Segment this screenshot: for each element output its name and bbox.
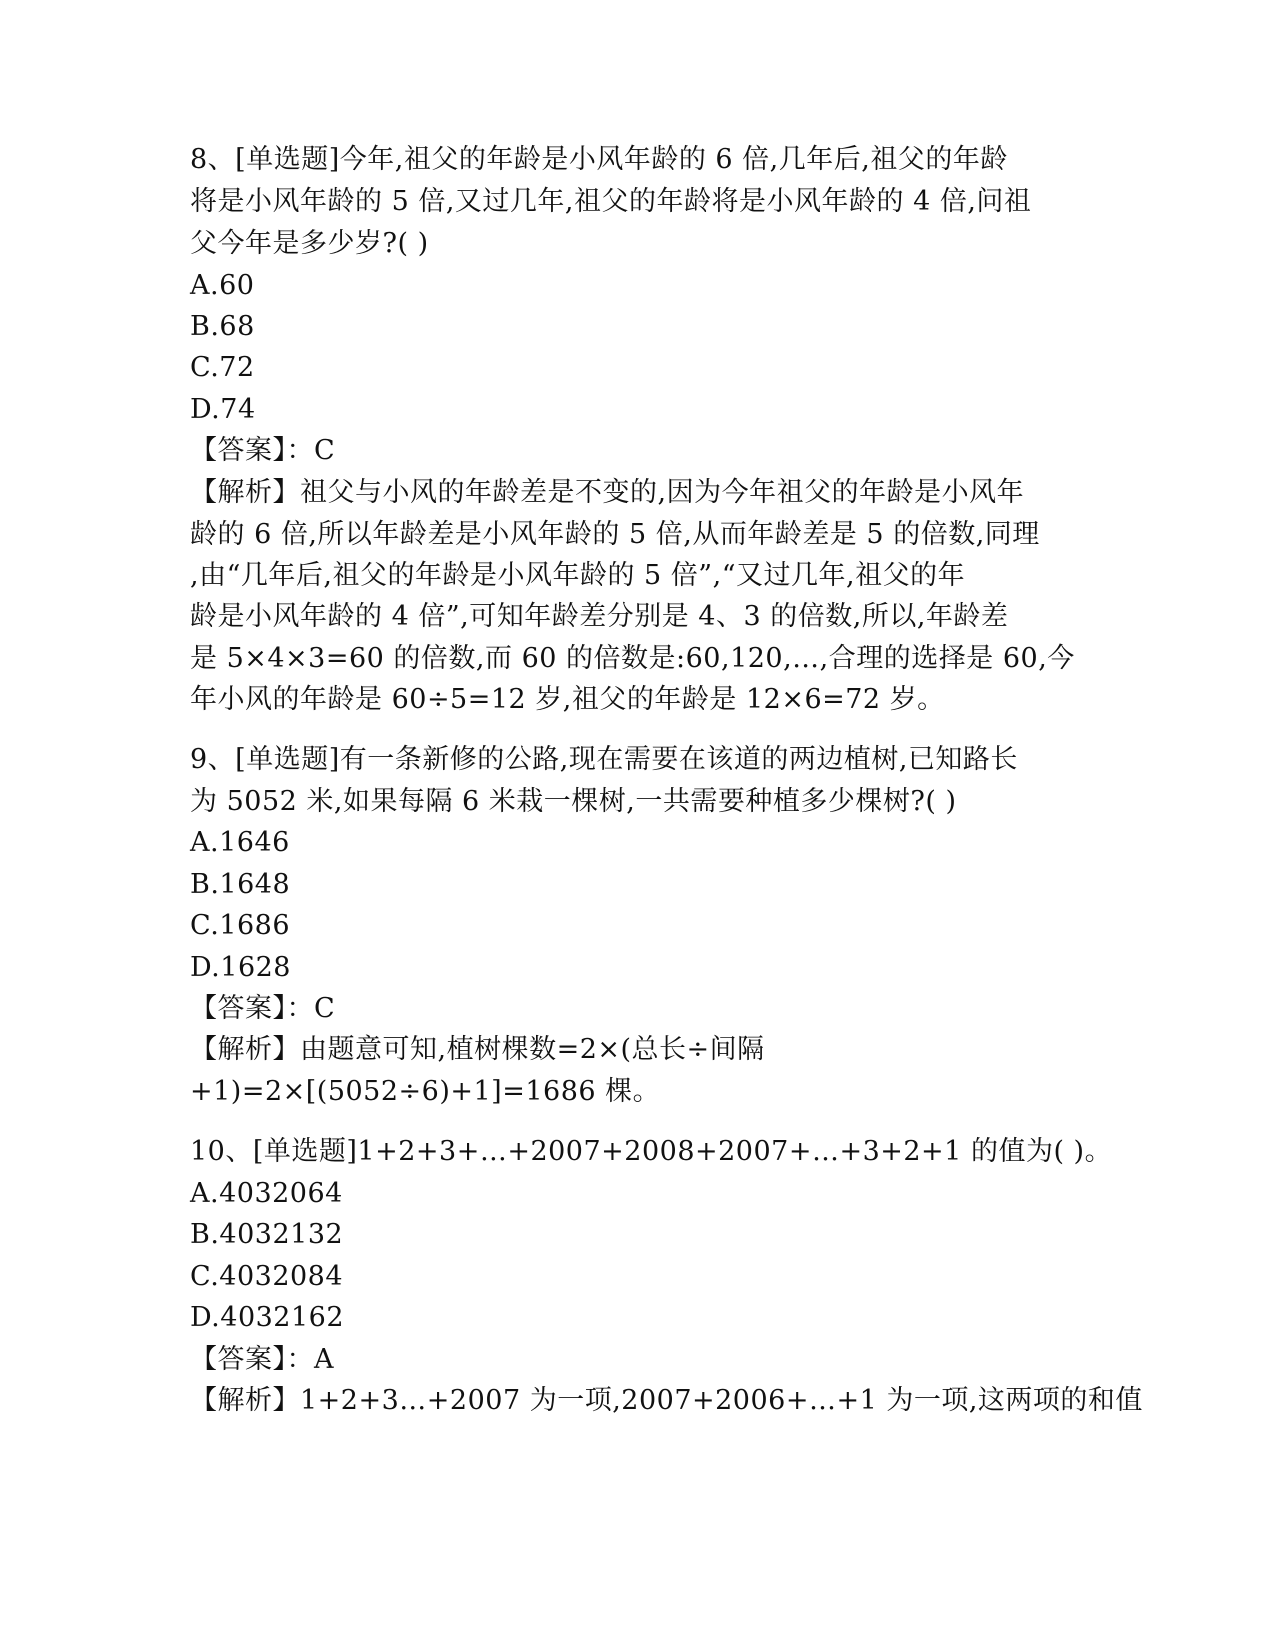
analysis-line: 【解析】1+2+3…+2007 为一项,2007+2006+…+1 为一项,这两项的和值 bbox=[190, 1385, 1143, 1416]
question-stem-line: 8、[单选题]今年,祖父的年龄是小风年龄的 6 倍,几年后,祖父的年龄 bbox=[190, 144, 1008, 175]
option-a: A.4032064 bbox=[190, 1178, 343, 1209]
option-b: B.4032132 bbox=[190, 1219, 344, 1250]
analysis-line: 【解析】由题意可知,植树棵数=2×(总长÷间隔 bbox=[190, 1034, 765, 1065]
option-b: B.1648 bbox=[190, 869, 291, 900]
option-d: D.4032162 bbox=[190, 1302, 345, 1333]
option-d: D.1628 bbox=[190, 952, 291, 983]
option-c: C.4032084 bbox=[190, 1261, 344, 1292]
question-stem-line: 10、[单选题]1+2+3+…+2007+2008+2007+…+3+2+1 的值为( )。 bbox=[190, 1136, 1113, 1167]
analysis-line: 龄的 6 倍,所以年龄差是小风年龄的 5 倍,从而年龄差是 5 的倍数,同理 bbox=[190, 519, 1040, 550]
question-stem-line: 将是小风年龄的 5 倍,又过几年,祖父的年龄将是小风年龄的 4 倍,问祖 bbox=[190, 186, 1032, 217]
option-c: C.1686 bbox=[190, 910, 290, 941]
option-d: D.74 bbox=[190, 394, 256, 425]
option-a: A.60 bbox=[190, 270, 255, 301]
question-stem-line: 为 5052 米,如果每隔 6 米栽一棵树,一共需要种植多少棵树?( ) bbox=[190, 786, 957, 817]
question-stem-line: 父今年是多少岁?( ) bbox=[190, 228, 429, 259]
question-stem-line: 9、[单选题]有一条新修的公路,现在需要在该道的两边植树,已知路长 bbox=[190, 744, 1018, 775]
option-c: C.72 bbox=[190, 352, 255, 383]
option-a: A.1646 bbox=[190, 827, 290, 858]
answer-line: 【答案】：C bbox=[190, 435, 336, 466]
analysis-line: +1)=2×[(5052÷6)+1]=1686 棵。 bbox=[190, 1076, 661, 1107]
answer-line: 【答案】：A bbox=[190, 1344, 334, 1375]
option-b: B.68 bbox=[190, 311, 255, 342]
analysis-line: 年小风的年龄是 60÷5=12 岁,祖父的年龄是 12×6=72 岁。 bbox=[190, 684, 945, 715]
analysis-line: 【解析】祖父与小风的年龄差是不变的,因为今年祖父的年龄是小风年 bbox=[190, 477, 1025, 508]
analysis-line: 龄是小风年龄的 4 倍”,可知年龄差分别是 4、3 的倍数,所以,年龄差 bbox=[190, 601, 1009, 632]
analysis-line: 是 5×4×3=60 的倍数,而 60 的倍数是:60,120,…,合理的选择是 60,今 bbox=[190, 643, 1075, 674]
analysis-line: ,由“几年后,祖父的年龄是小风年龄的 5 倍”,“又过几年,祖父的年 bbox=[190, 560, 966, 591]
answer-line: 【答案】：C bbox=[190, 993, 336, 1024]
